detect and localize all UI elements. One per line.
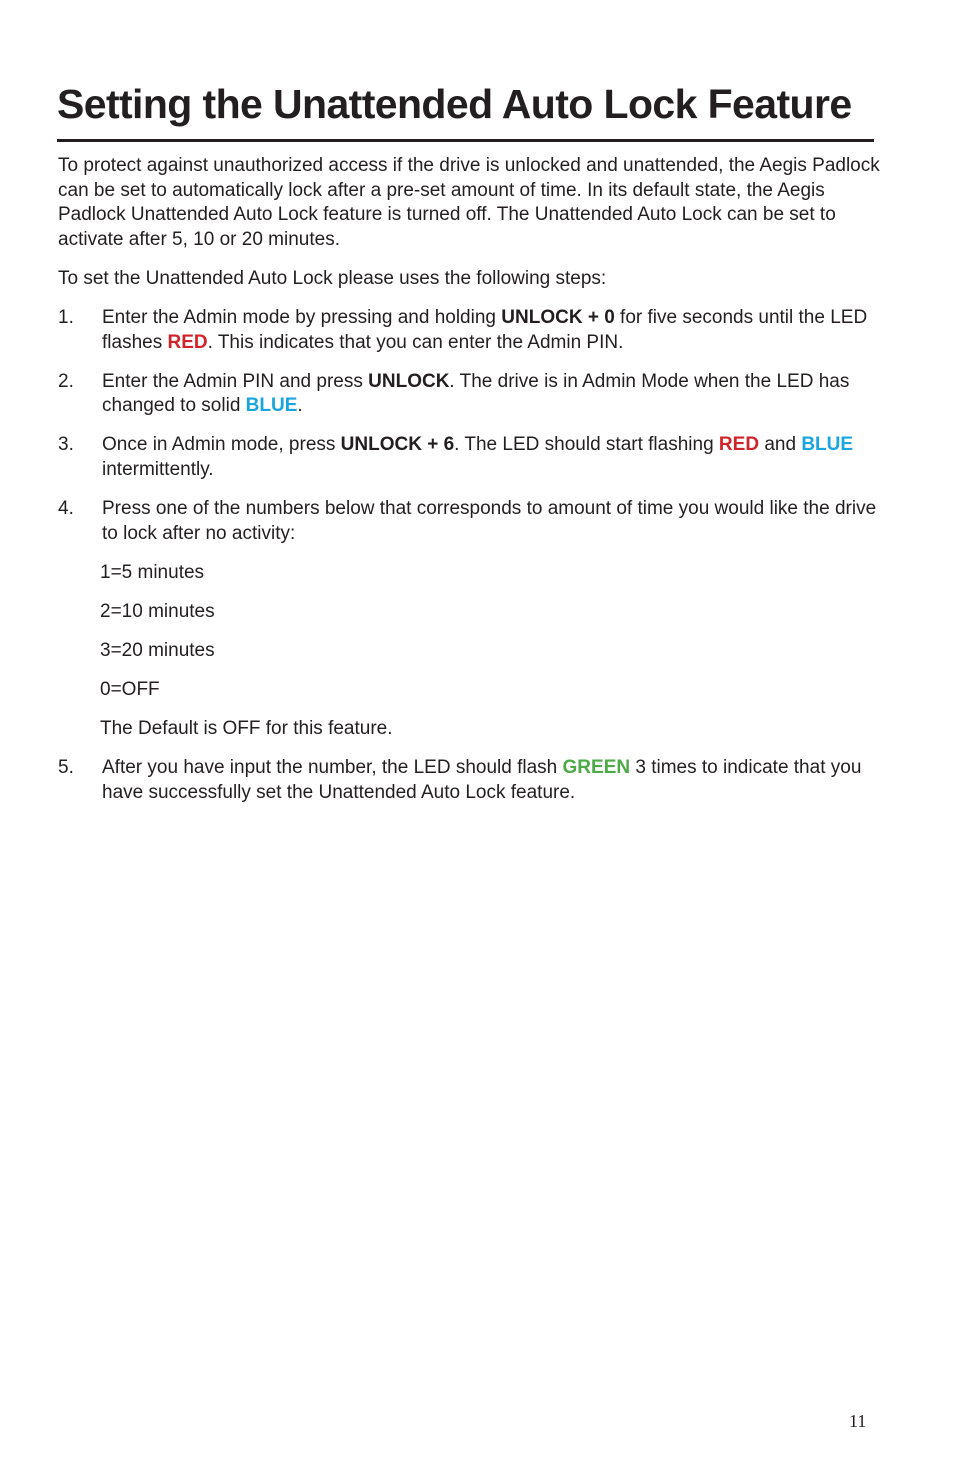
option-2: 2=10 minutes	[100, 600, 215, 622]
steps-list	[58, 306, 883, 805]
step-text: After you have input the number, the LED should flash GREEN 3 times to indicate that you have successfully set the Unattended Auto Lock feature.	[102, 757, 862, 803]
step-2	[58, 370, 883, 419]
steps-lead: To set the Unattended Auto Lock please uses the following steps:	[58, 267, 607, 289]
step-number: 4.	[58, 498, 74, 520]
key-combo: UNLOCK + 0	[501, 306, 615, 328]
led-color-blue: BLUE	[245, 395, 298, 417]
led-color-blue: BLUE	[801, 434, 854, 456]
step-4	[58, 497, 883, 742]
page-number: 11	[849, 1411, 867, 1431]
step-text: Enter the Admin PIN and press UNLOCK. The drive is in Admin Mode when the LED has changed to solid BLUE.	[102, 370, 850, 417]
step-1	[58, 306, 883, 355]
step-text: Enter the Admin mode by pressing and holding UNLOCK + 0 for five seconds until the LED flashes RED. This indicates that you can enter the Admin PIN.	[102, 306, 868, 353]
option-1: 1=5 minutes	[100, 561, 205, 583]
step-number: 1.	[58, 306, 74, 328]
default-note: The Default is OFF for this feature.	[100, 718, 393, 740]
option-0: 0=OFF	[100, 679, 160, 700]
intro-paragraph: To protect against unauthorized access if the drive is unlocked and unattended, the Aegis Padlock can be set to automatically lock after a pre-set amount of time. In its default state, the Aegis Padlock Unattended Auto Lock feature is turned off. The Unattended Auto Lock can be set to activate after 5, 10 or 20 minutes.	[58, 155, 880, 250]
step-text: Press one of the numbers below that corresponds to amount of time you would like the drive to lock after no activity: 1=5 minutes 2=10 minutes 3=20 minutes 0=OFF The Default is OFF for this feature.	[102, 497, 883, 742]
step-3	[58, 433, 883, 482]
key-combo: UNLOCK	[368, 370, 450, 392]
led-color-green: GREEN	[562, 757, 631, 779]
step-number: 2.	[58, 370, 74, 392]
page-body	[58, 154, 883, 820]
title-underline	[57, 139, 874, 142]
step-number: 3.	[58, 434, 74, 456]
led-color-red: RED	[167, 331, 208, 353]
step-text: Once in Admin mode, press UNLOCK + 6. The LED should start flashing RED and BLUE intermittently.	[102, 434, 854, 480]
led-color-red: RED	[718, 434, 760, 456]
step-5	[58, 756, 883, 805]
option-3: 3=20 minutes	[100, 639, 215, 661]
step-number: 5.	[58, 757, 74, 779]
page-title: Setting the Unattended Auto Lock Feature	[57, 81, 852, 127]
key-combo: UNLOCK + 6	[340, 434, 455, 456]
